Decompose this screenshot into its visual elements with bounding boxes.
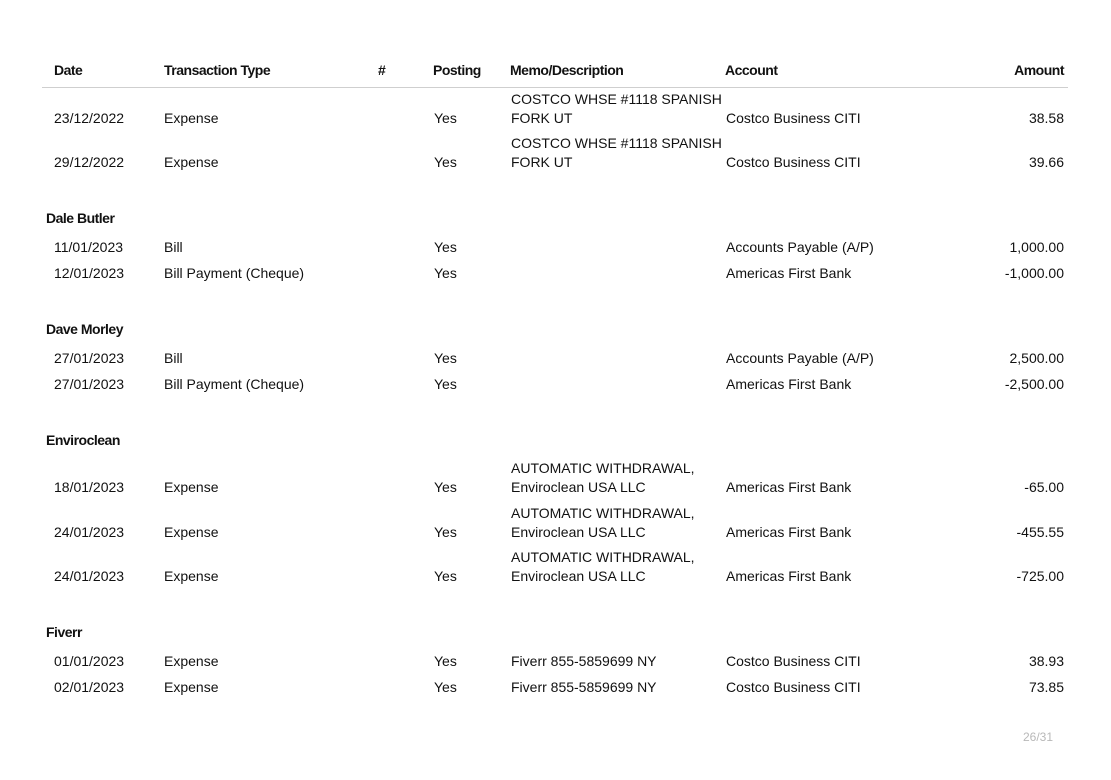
page-number: 26/31 [1023,730,1054,744]
cell-type: Expense [164,679,219,695]
column-header-posting: Posting [433,62,481,78]
group-name: Dale Butler [46,210,115,226]
cell-account: Americas First Bank [726,479,852,495]
cell-type: Bill [164,239,183,255]
column-header-number: # [378,62,386,78]
cell-amount: -1,000.00 [1004,265,1064,281]
cell-type: Expense [164,479,219,495]
group-name: Dave Morley [46,321,123,337]
cell-type: Bill Payment (Cheque) [164,376,305,392]
cell-type: Expense [164,110,219,126]
table-row [0,505,1111,543]
cell-posting: Yes [434,653,457,669]
cell-posting: Yes [434,110,457,126]
cell-type: Expense [164,524,219,540]
cell-memo-line1: AUTOMATIC WITHDRAWAL, [511,505,695,521]
cell-account: Americas First Bank [726,568,852,584]
cell-posting: Yes [434,154,457,170]
cell-amount: -2,500.00 [1004,376,1064,392]
group-name: Fiverr [46,624,82,640]
table-row [0,238,1111,258]
cell-type: Bill [164,350,183,366]
table-row [0,652,1111,672]
table-row [0,549,1111,587]
cell-account: Americas First Bank [726,524,852,540]
cell-date: 24/01/2023 [54,568,125,584]
cell-amount: 38.58 [1028,110,1064,126]
cell-memo-line2: Enviroclean USA LLC [511,479,646,495]
cell-date: 11/01/2023 [54,239,124,255]
cell-posting: Yes [434,568,457,584]
cell-type: Expense [164,653,219,669]
cell-memo-line1: COSTCO WHSE #1118 SPANISH [511,135,722,151]
table-row [0,349,1111,369]
table-row [0,91,1111,129]
cell-posting: Yes [434,479,457,495]
cell-account: Costco Business CITI [726,679,861,695]
group-name: Enviroclean [46,432,120,448]
cell-memo: Fiverr 855-5859699 NY [511,653,657,669]
column-header-amount: Amount [1014,62,1064,78]
cell-account: Americas First Bank [726,265,852,281]
cell-date: 27/01/2023 [54,376,125,392]
column-header-row [42,61,1068,88]
cell-amount: -455.55 [1016,524,1064,540]
cell-posting: Yes [434,524,457,540]
cell-posting: Yes [434,239,457,255]
cell-amount: 39.66 [1028,154,1064,170]
cell-memo-line1: AUTOMATIC WITHDRAWAL, [511,460,695,476]
cell-memo-line1: COSTCO WHSE #1118 SPANISH [511,91,722,107]
cell-account: Americas First Bank [726,376,852,392]
column-header-transaction-type: Transaction Type [164,62,271,78]
cell-memo-line2: FORK UT [511,110,573,126]
cell-date: 24/01/2023 [54,524,125,540]
column-header-account: Account [725,62,778,78]
cell-type: Expense [164,568,219,584]
cell-date: 01/01/2023 [54,653,125,669]
cell-memo-line2: Enviroclean USA LLC [511,524,646,540]
cell-posting: Yes [434,265,457,281]
cell-memo-line2: FORK UT [511,154,573,170]
cell-type: Bill Payment (Cheque) [164,265,305,281]
cell-amount: -65.00 [1024,479,1064,495]
table-row [0,678,1111,698]
cell-amount: 38.93 [1028,653,1064,669]
cell-amount: 73.85 [1028,679,1064,695]
cell-account: Costco Business CITI [726,110,861,126]
table-row [0,375,1111,395]
cell-amount: 1,000.00 [1009,239,1064,255]
cell-memo-line2: Enviroclean USA LLC [511,568,646,584]
cell-amount: -725.00 [1016,568,1064,584]
cell-account: Costco Business CITI [726,653,861,669]
cell-date: 02/01/2023 [54,679,125,695]
table-row [0,135,1111,173]
cell-date: 29/12/2022 [54,154,125,170]
cell-posting: Yes [434,679,457,695]
cell-account: Accounts Payable (A/P) [726,350,874,366]
cell-posting: Yes [434,376,457,392]
table-row [0,264,1111,284]
cell-date: 23/12/2022 [54,110,125,126]
cell-type: Expense [164,154,219,170]
cell-memo-line1: AUTOMATIC WITHDRAWAL, [511,549,695,565]
cell-account: Costco Business CITI [726,154,861,170]
table-row [0,460,1111,498]
cell-date: 12/01/2023 [54,265,125,281]
cell-memo: Fiverr 855-5859699 NY [511,679,657,695]
column-header-memo: Memo/Description [510,62,624,78]
cell-account: Accounts Payable (A/P) [726,239,874,255]
cell-amount: 2,500.00 [1009,350,1064,366]
cell-date: 18/01/2023 [54,479,125,495]
cell-posting: Yes [434,350,457,366]
column-header-date: Date [54,62,83,78]
cell-date: 27/01/2023 [54,350,125,366]
